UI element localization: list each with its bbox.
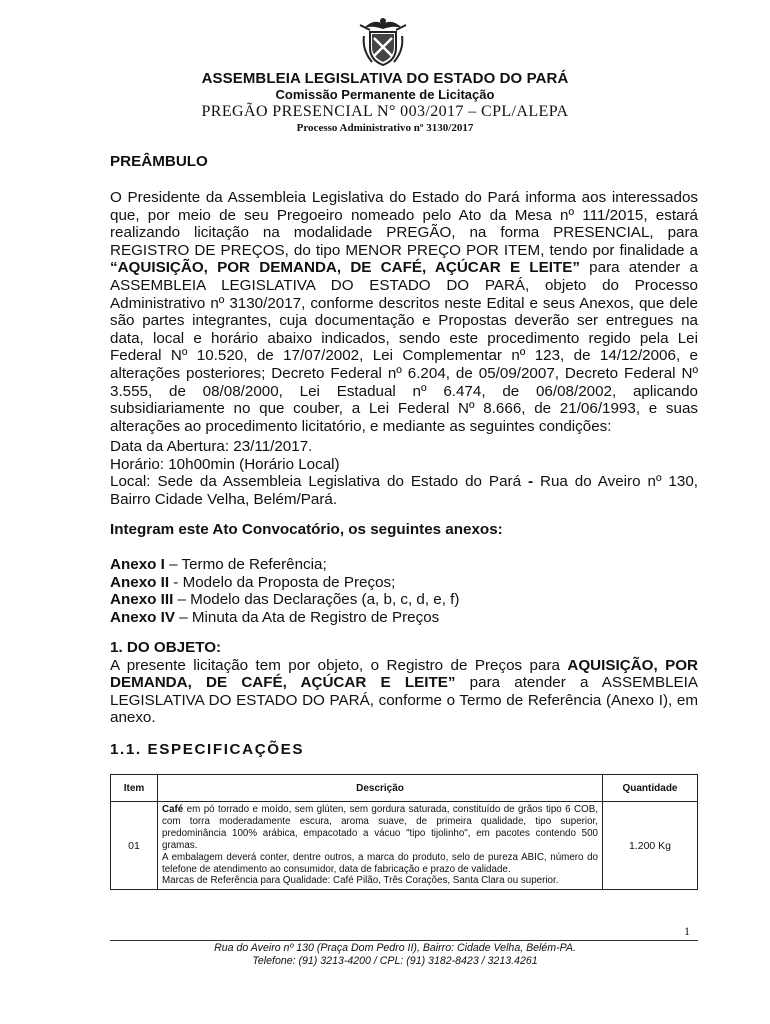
preambulo-object-bold: “AQUISIÇÃO, POR DEMANDA, DE CAFÉ, AÇÚCAR E LEITE” <box>110 259 580 277</box>
item-number: 01 <box>111 802 158 890</box>
description-part-2: A embalagem deverá conter, dentre outros, a marca do produto, selo de pureza ABIC, número do telefone de atendimento ao consumidor, data de fabricação e prazo de validade. <box>162 851 598 875</box>
column-header-quantidade: Quantidade <box>603 775 698 802</box>
description-part-3: Marcas de Referência para Qualidade: Café Pilão, Três Corações, Santa Clara ou superior. <box>162 875 559 887</box>
item-description <box>158 802 603 890</box>
anexo-label: Anexo IV <box>110 608 175 626</box>
objeto-text-b: para atender a ASSEMBLEIA LEGISLATIVA DO ESTADO DO PARÁ, conforme o Termo de Referência (Anexo I), em anexo. <box>110 674 699 727</box>
objeto-paragraph <box>110 657 698 727</box>
abertura-time: Horário: 10h00min (Horário Local) <box>110 455 340 473</box>
location-text-a: Local: Sede da Assembleia Legislativa do Estado do Pará <box>110 473 528 491</box>
objeto-text-a: A presente licitação tem por objeto, o Registro de Preços para <box>110 656 568 674</box>
commission-name: Comissão Permanente de Licitação <box>275 87 495 102</box>
preambulo-title <box>110 153 698 171</box>
anexo-text: - Modelo da Proposta de Preços; <box>169 573 396 591</box>
pregao-title: PREGÃO PRESENCIAL N° 003/2017 – CPL/ALEPA <box>201 103 569 120</box>
table-header-row <box>111 775 698 802</box>
anexos-intro-text: Integram este Ato Convocatório, os seguintes anexos: <box>110 521 503 538</box>
objeto-heading: 1. DO OBJETO: <box>110 639 222 656</box>
objeto-section <box>110 639 698 727</box>
preambulo-paragraph <box>110 189 698 435</box>
anexo-label: Anexo III <box>110 591 174 609</box>
anexo-item <box>110 556 698 574</box>
location-dash: - <box>527 473 534 491</box>
product-name: Café <box>162 804 184 815</box>
especificacoes-heading: 1.1. ESPECIFICAÇÕES <box>110 741 305 758</box>
especificacoes-table <box>110 774 698 890</box>
processo-number: Processo Administrativo nº 3130/2017 <box>296 122 474 134</box>
page-number: 1 <box>684 924 690 938</box>
anexo-label: Anexo II <box>110 573 170 591</box>
abertura-location <box>110 473 698 508</box>
anexo-item <box>110 574 698 592</box>
anexo-text: – Termo de Referência; <box>164 556 327 573</box>
location-text-b: Rua do Aveiro nº 130, Bairro Cidade Velha, Belém/Pará. <box>110 473 698 508</box>
column-header-descricao: Descrição <box>158 775 603 802</box>
abertura-date: Data da Abertura: 23/11/2017. <box>110 438 313 455</box>
preambulo-text-a: O Presidente da Assembleia Legislativa do Estado do Pará informa aos interessados que, por meio de seu Pregoeiro nomeado pelo Ato da Mesa nº 111/2015, estará realizando licitação na modalidade PREGÃO, na forma PRESENCIAL, para REGISTRO DE PREÇOS, do tipo MENOR PREÇO POR ITEM, tendo por finalidade a <box>110 189 698 259</box>
footer-divider <box>110 940 698 941</box>
abertura-block <box>110 438 698 508</box>
footer-phones: Telefone: (91) 3213-4200 / CPL: (91) 3182-8423 / 3213.4261 <box>252 955 538 967</box>
objeto-bold: AQUISIÇÃO, POR DEMANDA, DE CAFÉ, AÇÚCAR E LEITE” <box>110 656 698 692</box>
preambulo-heading: PREÂMBULO <box>110 153 208 170</box>
column-header-item: Item <box>111 775 158 802</box>
especificacoes-title <box>110 741 698 759</box>
anexo-item <box>110 609 698 627</box>
institution-name: ASSEMBLEIA LEGISLATIVA DO ESTADO DO PARÁ <box>201 70 569 87</box>
anexos-list <box>110 556 698 626</box>
description-part-1: em pó torrado e moído, sem glúten, sem gordura saturada, constituído de grãos tipo 6 COB, com torra moderadamente escura, aroma suave, de primeira qualidade, tipo superior, predominância 100% arábica, empacotado a vácuo "tipo tijolinho", em pacotes contendo 500 gramas. <box>162 804 598 851</box>
anexo-label: Anexo I <box>110 556 165 573</box>
item-quantity: 1.200 Kg <box>603 802 698 890</box>
table-row <box>111 802 698 890</box>
preambulo-text-b: para atender a ASSEMBLEIA LEGISLATIVA DO ESTADO DO PARÁ, objeto do Processo Administrativo nº 3130/2017, conforme descritos neste Edital e seus Anexos, que dele são partes integrantes, cuja documentação e Propostas deverão ser entregues na data, local e horário abaixo indicados, sendo este procedimento regido pela Lei Federal Nº 10.520, de 17/07/2002, Lei Complementar nº 123, de 14/12/2006, e alterações posteriores; Decreto Federal nº 6.204, de 05/09/2007, Decreto Federal Nº 3.555, de 08/08/2000, Lei Estadual nº 6.474, de 06/08/2002, aplicando subsidiariamente no que couber, a Lei Federal Nº 8.666, de 21/06/1993, e suas alterações ao procedimento licitatório, e mediante as seguintes condições: <box>110 259 698 435</box>
anexo-item <box>110 591 698 609</box>
anexo-text: – Modelo das Declarações (a, b, c, d, e, f) <box>173 591 460 609</box>
coat-of-arms-icon <box>356 16 410 68</box>
anexos-intro <box>110 521 698 539</box>
footer-address: Rua do Aveiro nº 130 (Praça Dom Pedro II), Bairro: Cidade Velha, Belém-PA. <box>214 942 576 954</box>
anexo-text: – Minuta da Ata de Registro de Preços <box>175 608 440 626</box>
